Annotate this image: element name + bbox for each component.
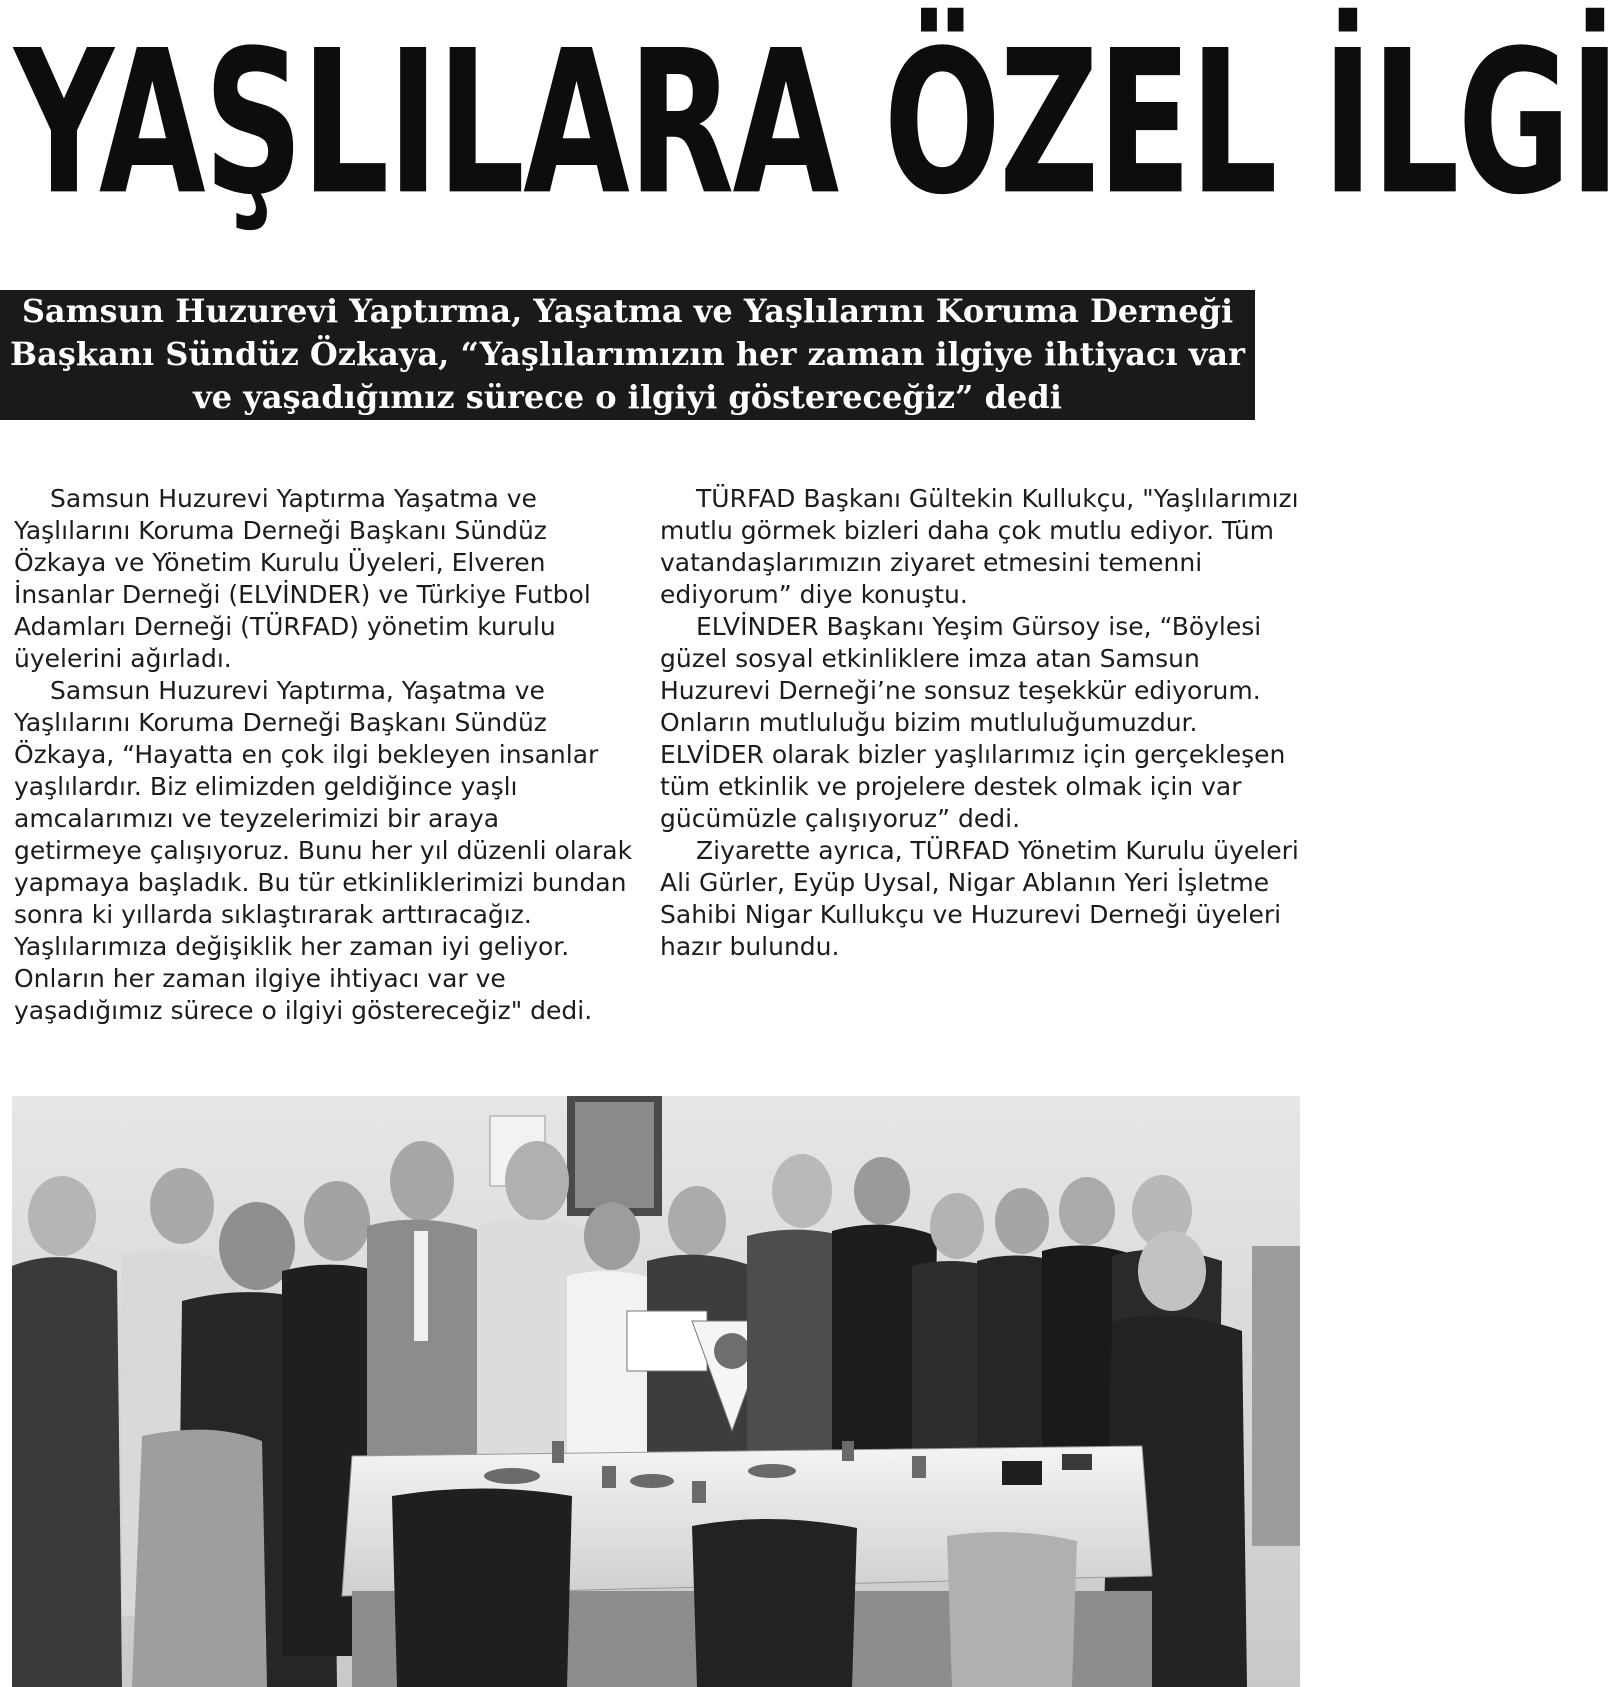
article-body — [14, 483, 1299, 1073]
group-photo — [12, 1096, 1300, 1687]
paragraph: Ziyarette ayrıca, TÜRFAD Yönetim Kurulu üyeleri Ali Gürler, Eyüp Uysal, Nigar Ablanın Yeri İşletme Sahibi Nigar Kullukçu ve Huzurevi Derneği üyeleri hazır bulundu. — [660, 836, 1299, 961]
group-photo-illustration — [12, 1096, 1300, 1687]
deck-subheading: Samsun Huzurevi Yaptırma, Yaşatma ve Yaşlılarını Koruma Derneği Başkanı Sündüz Özkaya, “Yaşlılarımızın her zaman ilgiye ihtiyacı var ve yaşadığımız sürece o ilgiyi göstereceğiz” dedi — [0, 290, 1255, 420]
paragraph: Samsun Huzurevi Yaptırma, Yaşatma ve Yaşlılarını Koruma Derneği Başkanı Sündüz Özkaya, “Hayatta en çok ilgi bekleyen insanlar yaşlılardır. Biz elimizden geldiğince yaşlı amcalarımızı ve teyzelerimizi bir araya getirmeye çalışıyoruz. Bunu her yıl düzenli olarak yapmaya başladık. Bu tür etkinliklerimizi bundan sonra ki yıllarda sıklaştırarak arttıracağız. Yaşlılarımıza değişiklik her zaman iyi geliyor. Onların her zaman ilgiye ihtiyacı var ve yaşadığımız sürece o ilgiyi göstereceğiz" dedi. — [14, 676, 633, 1025]
headline: YAŞLILARA ÖZEL İLGİ — [14, 9, 1619, 239]
column-right — [660, 483, 1300, 963]
paragraph: ELVİNDER Başkanı Yeşim Gürsoy ise, “Böylesi güzel sosyal etkinliklere imza atan Samsun Huzurevi Derneği’ne sonsuz teşekkür ediyorum. Onların mutluluğu bizim mutluluğumuzdur. ELVİDER olarak bizler yaşlılarımız için gerçekleşen tüm etkinlik ve projelere destek olmak için var gücümüzle çalışıyoruz” dedi. — [660, 612, 1286, 833]
paragraph: Samsun Huzurevi Yaptırma Yaşatma ve Yaşlılarını Koruma Derneği Başkanı Sündüz Özkaya ve Yönetim Kurulu Üyeleri, Elveren İnsanlar Derneği (ELVİNDER) ve Türkiye Futbol Adamları Derneği (TÜRFAD) yönetim kurulu üyelerini ağırladı. — [14, 484, 591, 673]
column-left — [14, 483, 634, 1027]
paragraph: TÜRFAD Başkanı Gültekin Kullukçu, "Yaşlılarımızı mutlu görmek bizleri daha çok mutlu ediyor. Tüm vatandaşlarımızın ziyaret etmesini temenni ediyorum” diye konuştu. — [660, 484, 1299, 609]
